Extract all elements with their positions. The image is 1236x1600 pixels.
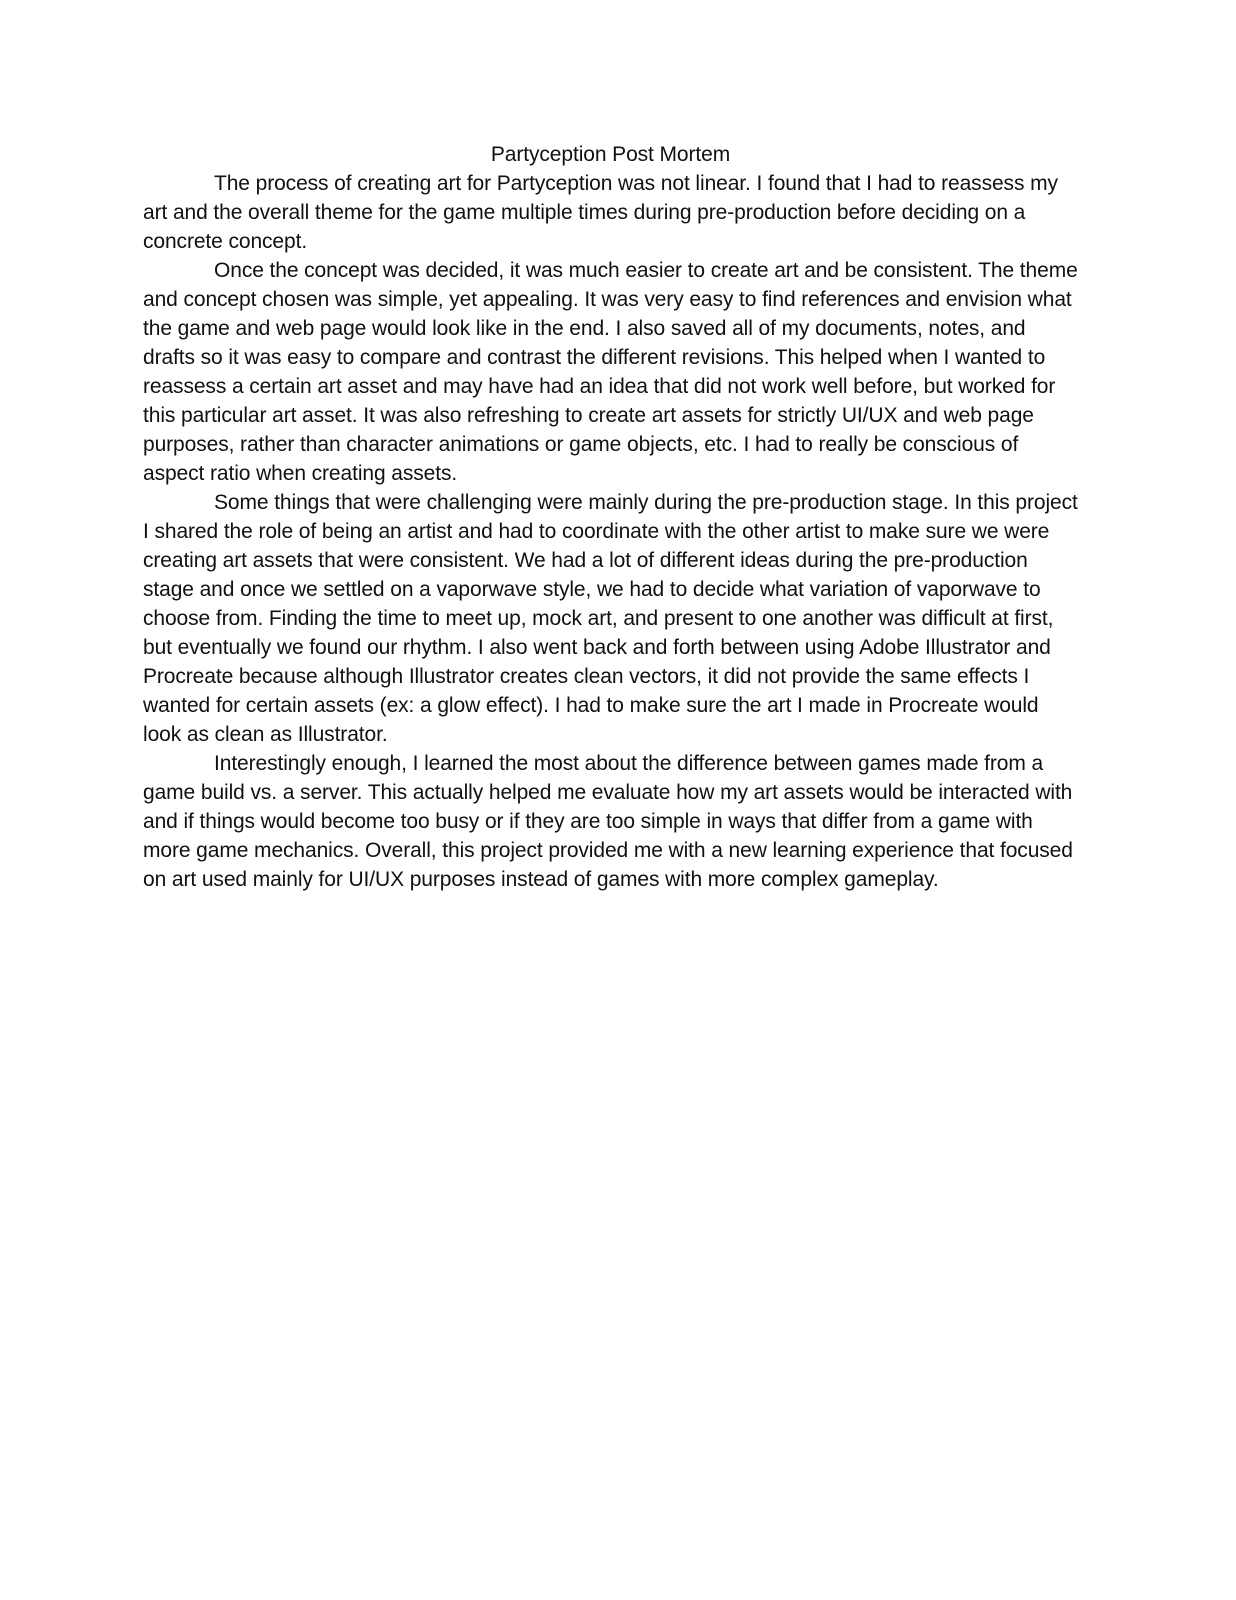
paragraph-1: The process of creating art for Partyception was not linear. I found that I had to reassess my art and the overall theme for the game multiple times during pre-production before deciding on a concrete concept. — [143, 172, 1058, 253]
document-title: Partyception Post Mortem — [490, 143, 731, 166]
document-body — [143, 140, 1078, 894]
paragraph-4: Interestingly enough, I learned the most about the difference between games made from a game build vs. a server. This actually helped me evaluate how my art assets would be interacted with and if things would become too busy or if they are too simple in ways that differ from a game with more game mechanics. Overall, this project provided me with a new learning experience that focused on art used mainly for UI/UX purposes instead of games with more complex gameplay. — [143, 752, 1073, 891]
paragraph-3: Some things that were challenging were mainly during the pre-production stage. In this project I shared the role of being an artist and had to coordinate with the other artist to make sure we were creating art assets that were consistent. We had a lot of different ideas during the pre-production stage and once we settled on a vaporwave style, we had to decide what variation of vaporwave to choose from. Finding the time to meet up, mock art, and present to one another was difficult at first, but eventually we found our rhythm. I also went back and forth between using Adobe Illustrator and Procreate because although Illustrator creates clean vectors, it did not provide the same effects I wanted for certain assets (ex: a glow effect). I had to make sure the art I made in Procreate would look as clean as Illustrator. — [143, 491, 1078, 746]
paragraph-2: Once the concept was decided, it was much easier to create art and be consistent. The theme and concept chosen was simple, yet appealing. It was very easy to find references and envision what the game and web page would look like in the end. I also saved all of my documents, notes, and drafts so it was easy to compare and contrast the different revisions. This helped when I wanted to reassess a certain art asset and may have had an idea that did not work well before, but worked for this particular art asset. It was also refreshing to create art assets for strictly UI/UX and web page purposes, rather than character animations or game objects, etc. I had to really be conscious of aspect ratio when creating assets. — [143, 259, 1078, 485]
